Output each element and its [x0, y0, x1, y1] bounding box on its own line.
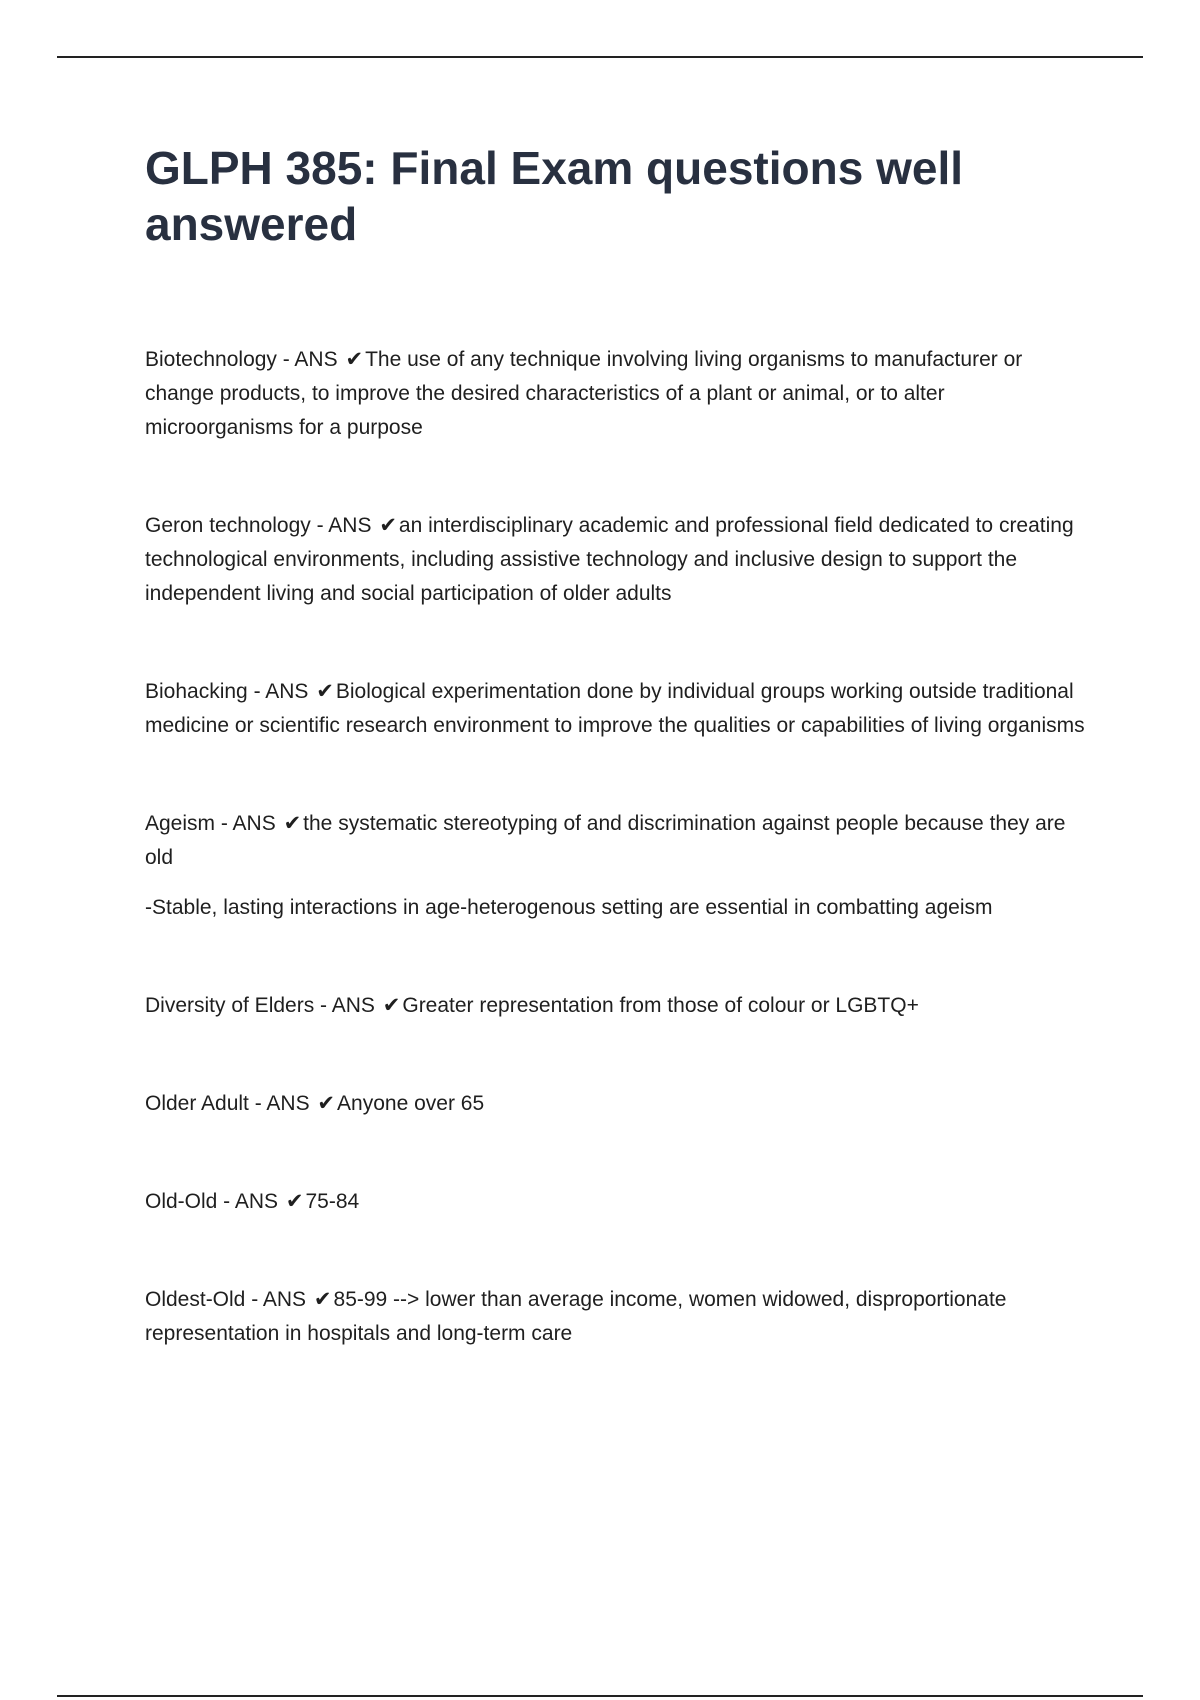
- qa-term: Ageism - ANS: [145, 812, 276, 835]
- checkmark-icon: ✔: [285, 1190, 304, 1213]
- qa-term: Diversity of Elders - ANS: [145, 994, 375, 1017]
- checkmark-icon: ✔: [316, 680, 334, 703]
- qa-text: [145, 343, 1085, 445]
- qa-definition: 85-99 --> lower than average income, women widowed, disproportionate representation in hospitals and long-term care: [145, 1288, 1007, 1345]
- qa-entry-oldest-old: [145, 1283, 1085, 1351]
- qa-term: Biotechnology - ANS: [145, 348, 338, 371]
- qa-text: [145, 989, 1085, 1023]
- checkmark-icon: ✔: [313, 1288, 332, 1311]
- top-rule: [57, 56, 1143, 58]
- qa-definition: Biological experimentation done by individual groups working outside traditional medicine or scientific research environment to improve the qualities or capabilities of living organisms: [145, 680, 1085, 737]
- qa-text: [145, 807, 1085, 875]
- qa-definition: Greater representation from those of colour or LGBTQ+: [402, 994, 919, 1017]
- qa-definition: an interdisciplinary academic and professional field dedicated to creating technological environments, including assistive technology and inclusive design to support the independent living and social participation of older adults: [145, 514, 1074, 605]
- qa-entry-biotechnology: [145, 343, 1085, 445]
- document-title: GLPH 385: Final Exam questions well answered: [145, 142, 964, 250]
- qa-term: Oldest-Old - ANS: [145, 1288, 307, 1311]
- qa-list: [145, 343, 1085, 1351]
- qa-definition: The use of any technique involving living organisms to manufacturer or change products, to improve the desired characteristics of a plant or animal, or to alter microorganisms for a purpose: [145, 348, 1023, 439]
- qa-entry-diversity-of-elders: [145, 989, 1085, 1023]
- qa-text: [145, 509, 1085, 611]
- qa-entry-older-adult: [145, 1087, 1085, 1121]
- qa-entry-geron-technology: [145, 509, 1085, 611]
- qa-text: [145, 1087, 1085, 1121]
- qa-entry-ageism: [145, 807, 1085, 925]
- checkmark-icon: ✔: [345, 348, 364, 371]
- qa-text: [145, 1283, 1085, 1351]
- checkmark-icon: ✔: [382, 994, 401, 1017]
- qa-text: [145, 1185, 1085, 1219]
- qa-note: -Stable, lasting interactions in age-heterogenous setting are essential in combatting ageism: [145, 896, 993, 919]
- checkmark-icon: ✔: [283, 812, 302, 835]
- qa-term: Older Adult - ANS: [145, 1092, 310, 1115]
- qa-term: Old-Old - ANS: [145, 1190, 279, 1213]
- qa-entry-biohacking: [145, 675, 1085, 743]
- qa-definition: the systematic stereotyping of and discrimination against people because they are old: [145, 812, 1066, 869]
- qa-definition: 75-84: [305, 1190, 360, 1213]
- qa-term: Biohacking - ANS: [145, 680, 309, 703]
- qa-entry-old-old: [145, 1185, 1085, 1219]
- checkmark-icon: ✔: [379, 514, 397, 537]
- document-body: [145, 140, 1085, 1351]
- qa-definition: Anyone over 65: [337, 1092, 485, 1115]
- bottom-rule: [57, 1695, 1143, 1697]
- checkmark-icon: ✔: [317, 1092, 336, 1115]
- qa-text: [145, 675, 1085, 743]
- qa-term: Geron technology - ANS: [145, 514, 372, 537]
